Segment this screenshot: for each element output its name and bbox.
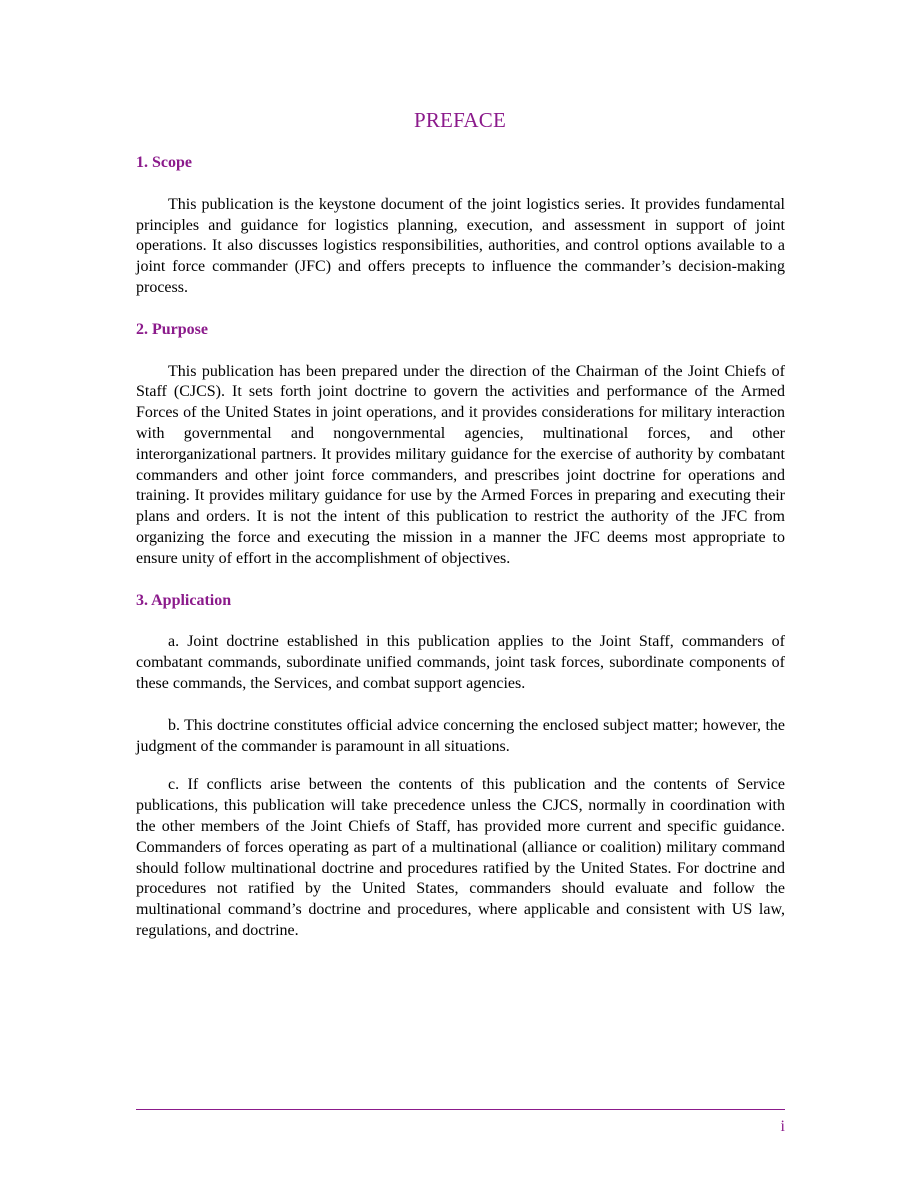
purpose-paragraph: This publication has been prepared under the direction of the Chairman of the Joint Chiefs of Staff (CJCS). It sets forth joint doctrine to govern the activities and performance of the Armed Forces of the United States in joint operations, and it provides considerations for military interaction with governmental and nongovernmental agencies, multinational forces, and other interorganizational partners. It provides military guidance for the exercise of authority by combatant commanders and other joint force commanders, and prescribes joint doctrine for operations and training. It provides military guidance for use by the Armed Forces in preparing and executing their plans and orders. It is not the intent of this publication to restrict the authority of the JFC from organizing the force and executing the mission in a manner the JFC deems most appropriate to ensure unity of effort in the accomplishment of objectives. <box>136 362 785 567</box>
section-heading-scope: 1. Scope <box>136 154 192 171</box>
application-paragraph-a: a. Joint doctrine established in this publication applies to the Joint Staff, commanders of combatant commands, subordinate unified commands, joint task forces, subordinate components of these commands, the Services, and combat support agencies. <box>136 633 785 692</box>
scope-paragraph: This publication is the keystone document of the joint logistics series. It provides fundamental principles and guidance for logistics planning, execution, and assessment in support of joint operations. It also discusses logistics responsibilities, authorities, and control options available to a joint force commander (JFC) and offers precepts to influence the commander’s decision-making process. <box>136 195 785 296</box>
page-number: i <box>780 1118 785 1135</box>
page-title: PREFACE <box>413 108 507 132</box>
application-paragraph-c: c. If conflicts arise between the contents of this publication and the contents of Service publications, this publication will take precedence unless the CJCS, normally in coordination with the other members of the Joint Chiefs of Staff, has provided more current and specific guidance. Commanders of forces operating as part of a multinational (alliance or coalition) military command should follow multinational doctrine and procedures ratified by the United States. For doctrine and procedures not ratified by the United States, commanders should evaluate and follow the multinational command’s doctrine and procedures, where applicable and consistent with US law, regulations, and doctrine. <box>136 776 785 939</box>
document-body <box>136 153 785 942</box>
section-heading-purpose: 2. Purpose <box>136 320 208 338</box>
footer-divider <box>136 1109 785 1110</box>
application-paragraph-b: b. This doctrine constitutes official advice concerning the enclosed subject matter; however, the judgment of the commander is paramount in all situations. <box>136 716 785 755</box>
section-heading-application: 3. Application <box>136 591 232 609</box>
